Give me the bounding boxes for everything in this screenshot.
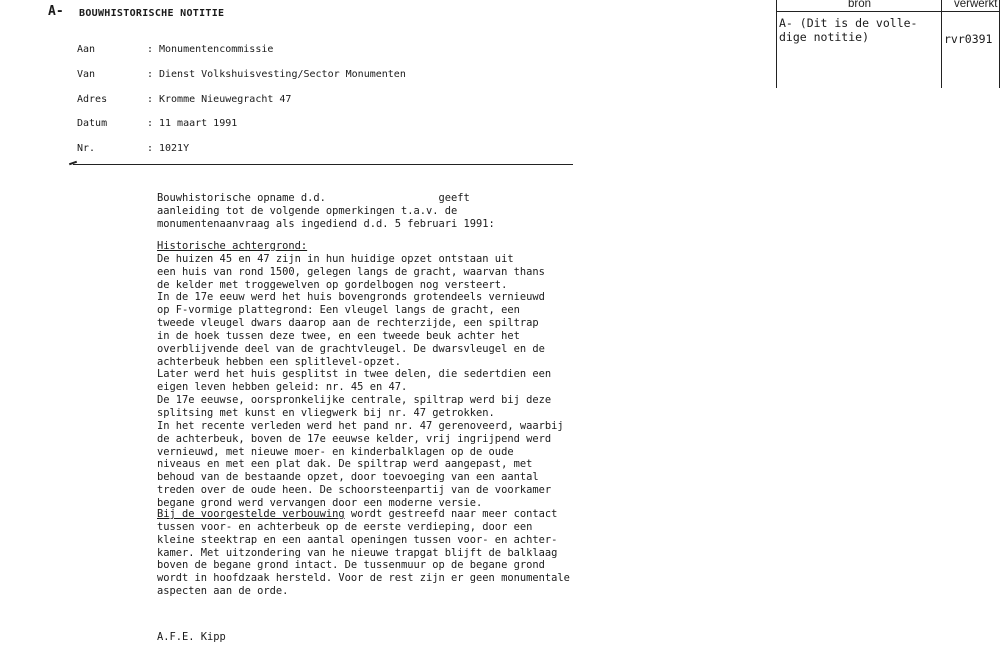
text-line: splitsing met kunst en vliegwerk bij nr. 47 getrokken. xyxy=(157,406,495,419)
meta-row-aan: Aan : Monumentencommissie xyxy=(77,44,274,55)
meta-value: Dienst Volkshuisvesting/Sector Monumenten xyxy=(159,69,406,80)
meta-label: Aan xyxy=(77,44,96,55)
text-line: tweede vleugel dwars daarop aan de rechterzijde, een spiltrap xyxy=(157,317,539,330)
meta-label: Van xyxy=(77,69,96,80)
meta-row-adres: Adres : Kromme Nieuwegracht 47 xyxy=(77,94,292,105)
text-line: Bouwhistorische opname d.d. geeft xyxy=(157,192,470,204)
text-line-first xyxy=(157,508,597,521)
table-border-middle xyxy=(941,0,942,88)
text-line: vernieuwd, met nieuwe moer- en kinderbalklagen op de oude xyxy=(157,445,514,458)
text-line: In de 17e eeuw werd het huis bovengronds grotendeels vernieuwd xyxy=(157,291,545,304)
text-line: De huizen 45 en 47 zijn in hun huidige opzet ontstaan uit xyxy=(157,252,514,265)
text-line: De 17e eeuwse, oorspronkelijke centrale, spiltrap werd bij deze xyxy=(157,394,552,407)
text-line: tussen voor- en achterbeuk op de eerste verdieping, door een xyxy=(157,520,533,533)
historical-section xyxy=(157,240,597,510)
text-line: Later werd het huis gesplitst in twee delen, die sedertdien een xyxy=(157,368,552,381)
text-line: kleine steektrap en een aantal openingen tussen voor- en achter- xyxy=(157,533,558,546)
meta-label: Adres xyxy=(77,94,108,105)
page-mark: A- xyxy=(48,4,64,19)
text-line: begane grond werd vervangen door een moderne versie. xyxy=(157,496,483,509)
intro-paragraph xyxy=(157,192,597,231)
text-line: overblijvende deel van de grachtvleugel. De dwarsvleugel en de xyxy=(157,342,545,355)
meta-label: Datum xyxy=(77,118,108,129)
table-header-rule xyxy=(776,11,1000,12)
header-rule xyxy=(73,164,573,165)
table-border-left xyxy=(776,0,777,88)
column-header-bron: bron xyxy=(848,0,872,10)
meta-row-datum: Datum : 11 maart 1991 xyxy=(77,118,238,129)
meta-row-nr: Nr. : 1021Y xyxy=(77,143,190,154)
text-line: de kelder met troggewelven op gordelbogen nog versteert. xyxy=(157,278,508,291)
text-line: een huis van rond 1500, gelegen langs de gracht, waarvan thans xyxy=(157,265,545,278)
text-line: kamer. Met uitzondering van he nieuwe trapgat blijft de balklaag xyxy=(157,546,558,559)
text-line: behoud van de bestaande opzet, door toevoeging van een aantal xyxy=(157,471,539,484)
text-line: niveaus en met een plat dak. De spiltrap werd aangepast, met xyxy=(157,458,533,471)
meta-label: Nr. xyxy=(77,143,96,154)
text-line: In het recente verleden werd het pand nr. 47 gerenoveerd, waarbij xyxy=(157,419,564,432)
text-line: boven de begane grond intact. De tussenmuur op de begane grond xyxy=(157,559,545,572)
meta-row-van: Van : Dienst Volkshuisvesting/Sector Monumenten xyxy=(77,69,406,80)
text-line: eigen leven hebben geleid: nr. 45 en 47. xyxy=(157,381,408,394)
text-line: treden over de oude heen. De schoorsteenpartij van de voorkamer xyxy=(157,484,552,497)
text-line: monumentenaanvraag als ingediend d.d. 5 februari 1991: xyxy=(157,217,495,230)
text-line: achterbeuk hebben een splitlevel-opzet. xyxy=(157,355,401,368)
proposal-section xyxy=(157,508,597,598)
meta-value: 1021Y xyxy=(159,143,190,154)
text-line: aanleiding tot de volgende opmerkingen t.a.v. de xyxy=(157,204,458,217)
source-note: A- (Dit is de volle- dige notitie) xyxy=(779,16,918,44)
document-title: BOUWHISTORISCHE NOTITIE xyxy=(79,8,225,19)
signature: A.F.E. Kipp xyxy=(157,631,226,643)
processed-code: rvr0391 xyxy=(944,32,993,46)
column-header-verwerkt: verwerkt xyxy=(954,0,998,10)
text-line: wordt in hoofdzaak hersteld. Voor de rest zijn er geen monumentale xyxy=(157,572,570,585)
meta-value: Monumentencommissie xyxy=(159,44,274,55)
text-line: op F-vormige plattegrond: Een vleugel langs de gracht, een xyxy=(157,304,520,317)
section-heading: Historische achtergrond: xyxy=(157,240,308,252)
section-heading: Bij de voorgestelde verbouwing xyxy=(157,508,345,520)
meta-value: Kromme Nieuwegracht 47 xyxy=(159,94,292,105)
text-fragment: wordt gestreefd naar meer contact xyxy=(344,508,558,520)
text-line: in de hoek tussen deze twee, en een tweede beuk achter het xyxy=(157,329,520,342)
text-line: aspecten aan de orde. xyxy=(157,585,289,598)
meta-value: 11 maart 1991 xyxy=(159,118,238,129)
text-line: de achterbeuk, boven de 17e eeuwse kelder, vrij ingrijpend werd xyxy=(157,432,552,445)
